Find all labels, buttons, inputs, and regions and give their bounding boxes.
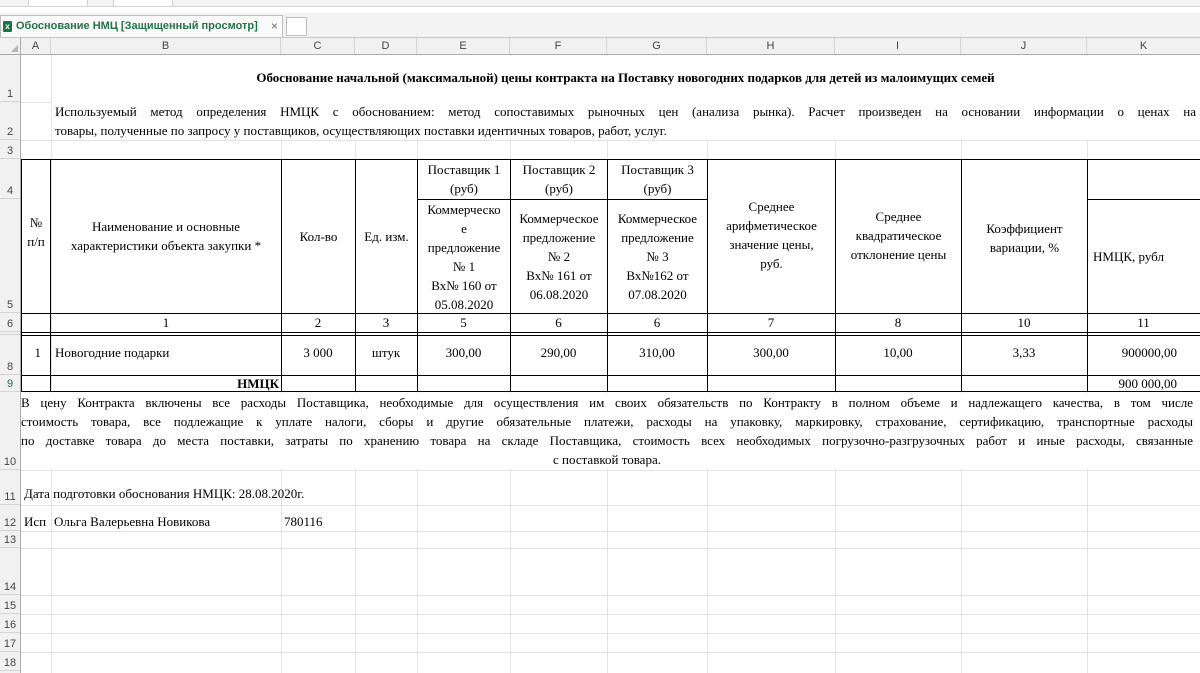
header-nmck: НМЦК, рубл [1093,249,1164,264]
executor-label: Исп [24,514,47,529]
header-supplier-3: Поставщик 3 (руб) [621,162,694,196]
header-offer-1: Коммерческо е предложение № 1 Вх№ 160 от 05.08.2020 [427,201,501,312]
item-price-1[interactable]: 300,00 [445,345,482,360]
excel-icon: x [3,21,12,32]
total-value[interactable]: 900 000,00 [1118,376,1177,391]
row-header-11[interactable]: 11 [0,470,20,505]
row-header-8[interactable]: 8 [0,335,20,375]
item-variation[interactable]: 3,33 [1012,345,1036,360]
row-header-10[interactable]: 10 [0,392,20,470]
top-tab-stub[interactable] [28,0,88,6]
column-header-h[interactable]: H [707,38,835,54]
row-header-5[interactable]: 5 [0,199,20,313]
column-header-i[interactable]: I [835,38,961,54]
row-header-4[interactable]: 4 [0,159,20,199]
index-cell: 5 [460,315,467,330]
select-all-button[interactable] [0,38,21,54]
header-qty: Кол-во [299,228,338,244]
item-stdev[interactable]: 10,00 [883,345,913,360]
item-name[interactable]: Новогодние подарки [55,345,170,360]
top-tab-stub[interactable] [113,0,173,6]
index-cell: 2 [314,315,322,330]
header-stdev: Среднее квадратическое отклонение цены [850,209,947,262]
method-line-2: товары, полученные по запросу у поставщиков, осуществляющих поставки идентичных товаров, работ, услуг. [55,123,667,138]
index-cell: 7 [767,315,775,330]
header-offer-3: Коммерческое предложение № 3 Вх№162 от 07.08.2020 [617,211,698,302]
row-header-15[interactable]: 15 [0,595,20,614]
column-header-row [0,38,1200,55]
index-cell: 10 [1017,315,1031,330]
item-num[interactable]: 1 [34,345,41,360]
column-header-g[interactable]: G [607,38,707,54]
sheet-title: Обоснование начальной (максимальной) цены контракта на Поставку новогодних подарков для детей из малоимущих семей [256,70,995,85]
column-header-b[interactable]: B [51,38,281,54]
column-header-f[interactable]: F [510,38,607,54]
header-offer-2: Коммерческое предложение № 2 Вх№ 161 от 06.08.2020 [519,211,599,302]
executor-name: Ольга Валерьевна Новикова [54,514,211,529]
method-line-1: Используемый метод определения НМЦК с обоснованием: метод сопоставимых рыночных цен (анализа рынка). Расчет произведен на основании информации о ценах на [55,104,1196,119]
column-header-j[interactable]: J [961,38,1087,54]
index-cell: 6 [555,315,562,330]
row-header-1[interactable]: 1 [0,55,20,102]
row-header-9[interactable]: 9 [0,375,20,392]
workbook-tab-title: Обоснование НМЦ [Защищенный просмотр] [16,20,258,32]
header-unit: Ед. изм. [364,228,409,244]
index-cell: 11 [1137,315,1150,330]
row-header-6[interactable]: 6 [0,313,20,332]
index-cell: 6 [653,315,661,330]
executor-phone: 780116 [284,514,323,529]
window-top-strip [0,0,1200,7]
column-header-d[interactable]: D [355,38,417,54]
item-price-2[interactable]: 290,00 [540,345,577,360]
header-supplier-2: Поставщик 2 (руб) [522,162,596,196]
column-header-a[interactable]: A [21,38,51,54]
item-qty[interactable]: 3 000 [303,345,333,360]
column-header-c[interactable]: C [281,38,355,54]
workbook-tab-bar [0,13,1200,38]
column-header-k[interactable]: K [1139,40,1148,52]
row-header-13[interactable]: 13 [0,531,20,548]
row-header-column [0,55,21,673]
header-name: Наименование и основные характеристики объекта закупки * [70,219,262,253]
close-icon[interactable]: × [270,19,278,33]
row-header-2[interactable]: 2 [0,102,20,140]
column-header-e[interactable]: E [417,38,510,54]
header-supplier-1: Поставщик 1 (руб) [427,162,501,196]
index-cell: 1 [162,315,170,330]
item-price-3[interactable]: 310,00 [639,345,675,360]
workbook-tab[interactable] [0,15,283,37]
item-nmck[interactable]: 900000,00 [1121,345,1177,360]
preparation-date: Дата подготовки обоснования НМЦК: 28.08.2020г. [24,486,305,501]
row-header-16[interactable]: 16 [0,614,20,633]
new-tab-button[interactable] [286,17,307,36]
row-header-17[interactable]: 17 [0,633,20,652]
item-mean[interactable]: 300,00 [753,345,789,360]
index-cell: 8 [894,315,902,330]
header-variation: Коэффициент вариации, % [986,221,1063,255]
item-unit[interactable]: штук [371,345,401,360]
index-cell: 3 [382,315,390,330]
total-label: НМЦК [237,376,279,391]
row-header-12[interactable]: 12 [0,505,20,531]
row-header-14[interactable]: 14 [0,548,20,595]
row-header-3[interactable]: 3 [0,140,20,159]
header-mean: Среднее арифметическое значение цены, руб. [726,199,817,271]
header-num: № п/п [27,215,45,249]
row-header-18[interactable]: 18 [0,652,20,671]
